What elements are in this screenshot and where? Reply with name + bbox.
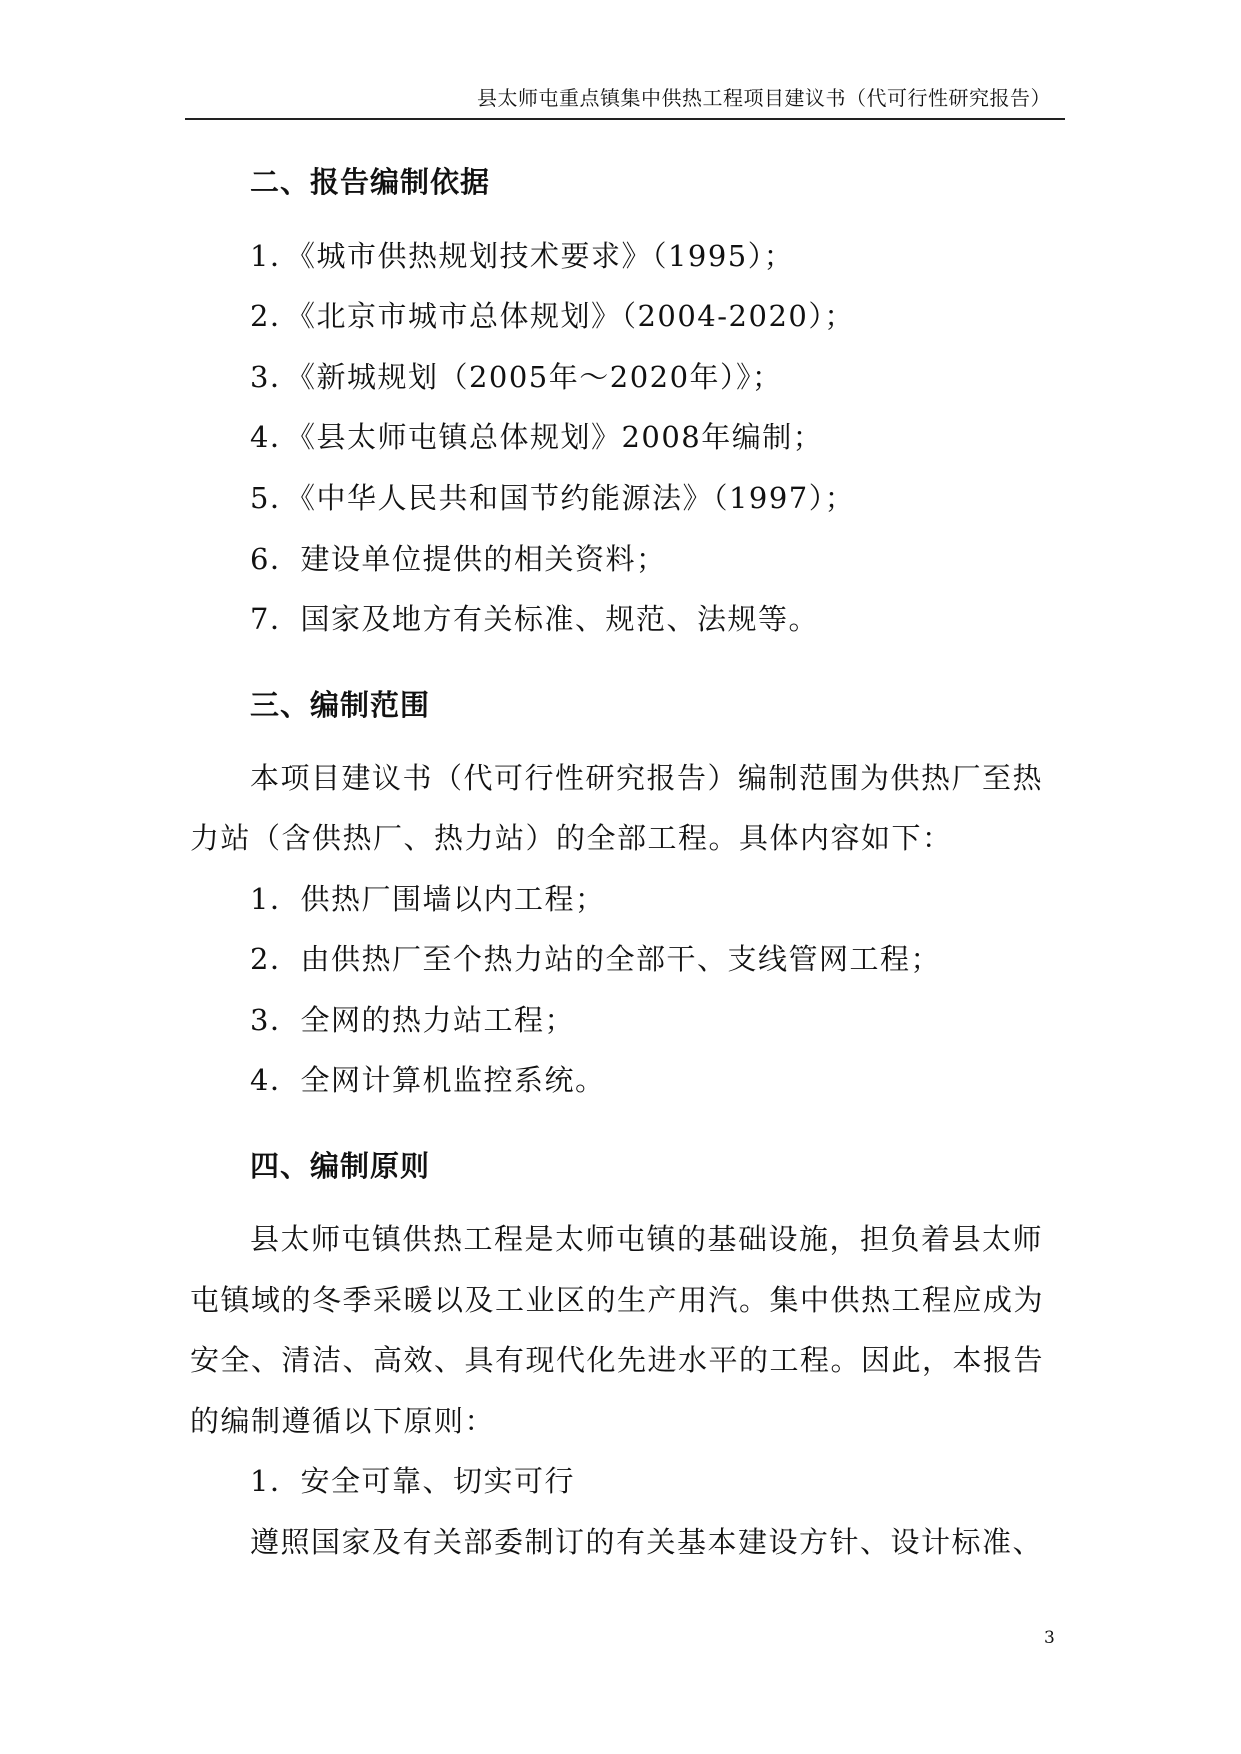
list-item: 4．全网计算机监控系统。 (250, 1063, 606, 1097)
list-item: 7．国家及地方有关标准、规范、法规等。 (250, 602, 819, 636)
list-item: 4．《县太师屯镇总体规划》2008年编制； (250, 420, 824, 454)
paragraph-line: 力站（含供热厂、热力站）的全部工程。具体内容如下： (190, 821, 953, 855)
list-item: 2．《北京市城市总体规划》（2004-2020）； (250, 299, 855, 333)
paragraph-line: 的编制遵循以下原则： (190, 1404, 496, 1438)
paragraph-line: 遵照国家及有关部委制订的有关基本建设方针、设计标准、 (250, 1525, 1044, 1559)
list-item: 6．建设单位提供的相关资料； (250, 542, 667, 576)
list-item: 3．全网的热力站工程； (250, 1003, 575, 1037)
section-heading-principles: 四、编制原则 (250, 1149, 431, 1183)
list-item: 1．安全可靠、切实可行 (250, 1464, 575, 1498)
list-item: 5．《中华人民共和国节约能源法》（1997）； (250, 481, 856, 515)
list-item: 1．供热厂围墙以内工程； (250, 882, 606, 916)
section-heading-scope: 三、编制范围 (250, 688, 431, 722)
paragraph-line: 安全、清洁、高效、具有现代化先进水平的工程。因此，本报告 (190, 1343, 1045, 1377)
list-item: 3．《新城规划（2005年～2020年）》； (250, 360, 783, 394)
running-title: 县太师屯重点镇集中供热工程项目建议书（代可行性研究报告） (477, 86, 1051, 110)
section-heading-basis: 二、报告编制依据 (250, 165, 491, 199)
list-item: 1．《城市供热规划技术要求》（1995）； (250, 239, 795, 273)
paragraph-line: 县太师屯镇供热工程是太师屯镇的基础设施，担负着县太师 (250, 1222, 1044, 1256)
list-item: 2．由供热厂至个热力站的全部干、支线管网工程； (250, 942, 941, 976)
paragraph-line: 本项目建议书（代可行性研究报告）编制范围为供热厂至热 (250, 761, 1044, 795)
paragraph-line: 屯镇域的冬季采暖以及工业区的生产用汽。集中供热工程应成为 (190, 1283, 1045, 1317)
page-number: 3 (1044, 1628, 1055, 1648)
page-header (185, 84, 1065, 120)
